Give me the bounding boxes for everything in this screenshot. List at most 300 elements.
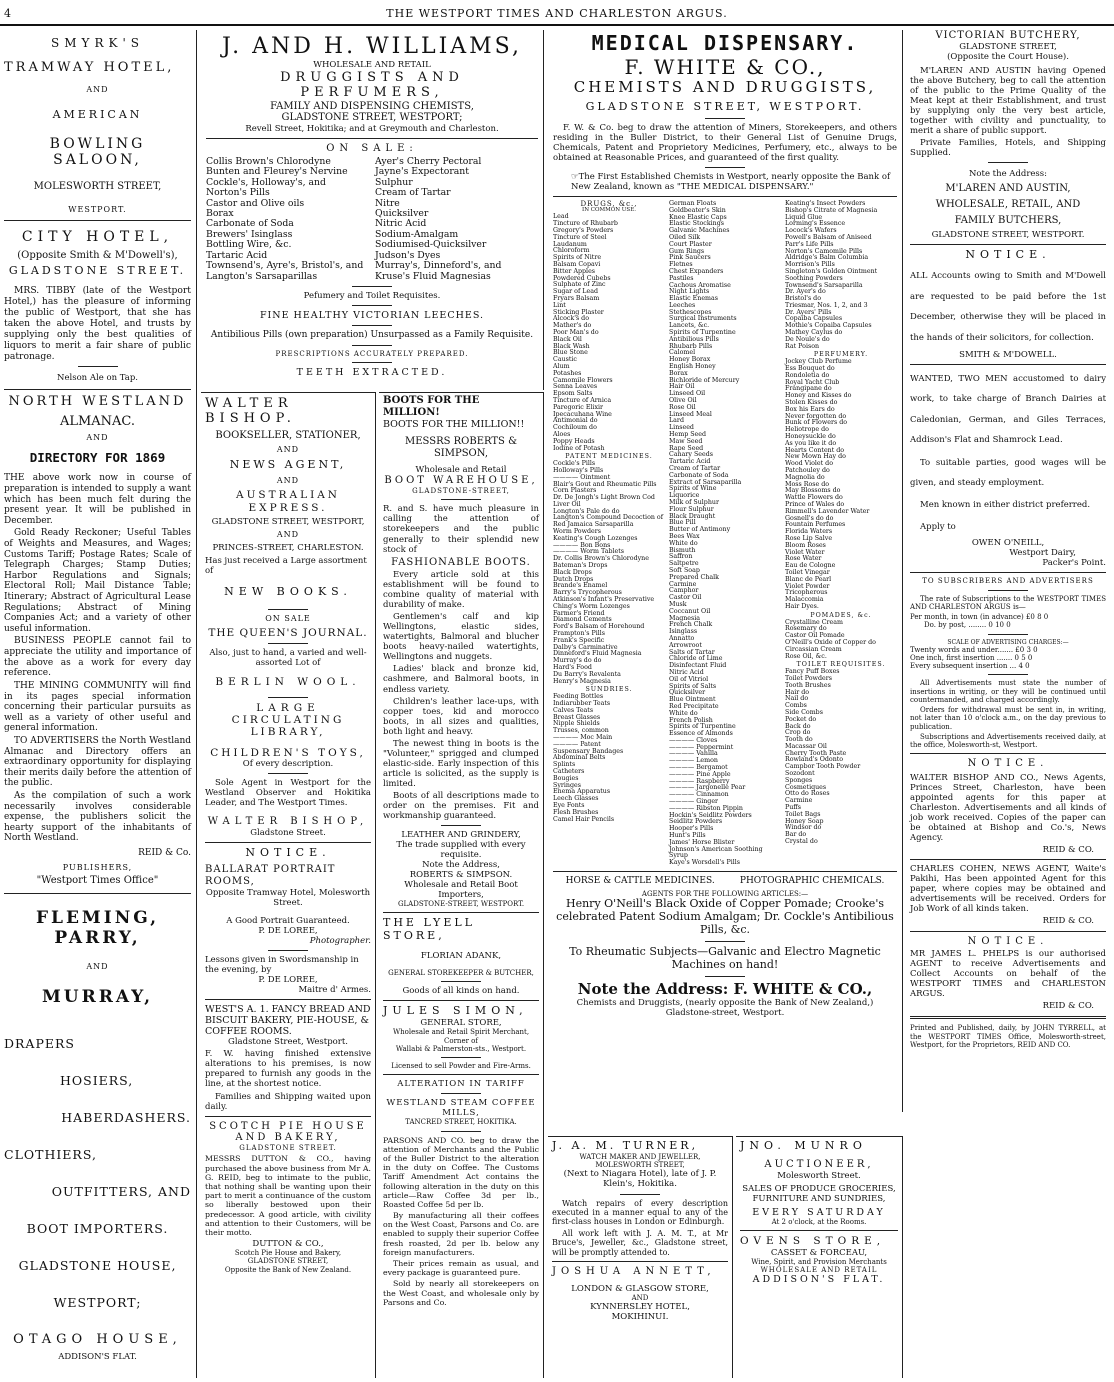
ad-line: Chemists and Druggists, (nearly opposite the Bank of New Zealand,) Gladstone-street, Westport. [576,998,874,1019]
drug-item: Milk of Sulphur [669,499,719,506]
ad-line: BOOT IMPORTERS. [26,1221,169,1237]
toilet-item: Pocket do [785,715,817,723]
sundry-item: Catheters [553,767,585,775]
drug-item: Caustic [553,356,577,364]
phelps-notice [910,936,1106,1012]
on-sale-item: Brewers' Isinglass [206,228,293,240]
williams-ad [201,30,544,390]
drug-item: Oil of Vitriol [669,675,709,683]
sundry-item: Syringes [553,781,581,789]
ad-line: GENERAL STOREKEEPER & BUTCHER, [388,969,534,978]
drug-item: Mothie's Copaiba Capsules [785,322,872,330]
on-sale-item: Sodium-Amalgam [375,228,459,240]
drug-item: Mather's do [553,322,592,330]
ad-line: FAMILY AND DISPENSING CHEMISTS, [270,100,474,112]
on-sale-item: Cockle's, Holloway's, and Norton's Pills [206,176,326,199]
ad-sign: REID & CO. [1042,845,1094,856]
ad-line: EVERY SATURDAY [752,1206,886,1218]
ad-line: BOWLING SALOON, [49,135,146,169]
ad-body: Ladies' black and bronze kid, cashmere, and Balmoral boots, in endless variety. [383,664,539,695]
drug-item: Spirits of Turpentine [669,723,736,731]
toilet-item: Nail do [785,695,809,703]
toilet-item: Toilet Powders [785,674,832,682]
drug-item: Lard [669,417,684,425]
ad-line: Wholesale and Retail Spirit Merchant, [392,1028,530,1037]
perfumery-item: Toilet Vinegar [785,568,830,576]
drug-item: James' Horse Blister [669,838,735,846]
ad-title: TO SUBSCRIBERS AND ADVERTISERS [922,577,1094,586]
drug-item: Borax [669,369,688,377]
cohen-notice [910,864,1106,926]
drug-item: Chloride of Lime [669,655,723,663]
ad-line: Revell Street, Hokitika; and at Greymouth and Charleston. [245,124,499,135]
ad-line: Wholesale and Retail Boot Importers, [404,879,518,900]
ad-line: ADDISON'S FLAT. [58,1352,137,1363]
ad-title: ALMANAC. [59,413,136,429]
ad-line: KYNNERSLEY HOTEL, [590,1302,690,1313]
wanted-ad [910,369,1106,568]
ad-body: MESSRS DUTTON & CO., having purchased the above business from Mr A. G. REID, beg to intimate to the public, that nothing shall be wanting upon their part to merit a continuance of the custom so liberally bestowed upon their predecessor. A good article, with civility and attention to their Customers, will be their motto. [205,1154,371,1237]
patent-medicine-item: Keating's Cough Lozenges [553,534,638,542]
drug-item: Court Plaster [669,240,712,248]
ad-line: Note the Address, [422,859,500,870]
patent-medicine-item: Dinneford's Fluid Magnesia [553,650,642,658]
drug-item: White do [669,709,698,717]
patent-medicine-item: Henry's Magnesia [553,677,611,685]
sundry-item: Bougies [553,774,579,782]
drug-item: Balsam Copavi [553,261,601,268]
on-sale-item: Nitre [375,197,400,209]
drug-item: Disinfectant Fluid [669,662,727,670]
ad-and: AND [86,433,109,443]
drug-item: Powell's Balsam of Aniseed [785,233,872,241]
ad-title: J. A. M. TURNER, [552,1139,699,1152]
ad-body: Their prices remain as usual, and every package is guaranteed pure. [383,1259,539,1278]
drug-item: Camomile Flowers [553,376,613,384]
ad-line: TEETH EXTRACTED. [296,366,448,378]
patent-medicine-item: Atkinson's Infant's Preservative [553,596,655,604]
ad-line: MOKIHINUI. [611,1312,669,1323]
drug-item: Lorming's Essence [785,220,846,228]
drug-item: Norton's Camomile Pills [785,247,863,255]
ad-body: ALL Accounts owing to Smith and M'Dowell are requested to be paid before the 1st December, otherwise they will be placed in the hands of their solicitors, for collection. [910,271,1106,343]
drug-item: Locock's Wafers [785,227,837,235]
ad-title: NOTICE. [967,758,1049,770]
perfumery-item: Magnolia do [785,473,825,481]
on-sale-item: Quicksilver [375,208,429,220]
list-head: POMADES, &c. [810,611,872,619]
toilet-item: Carmine [785,797,813,805]
drug-item: Oiled Silk [669,233,701,241]
ad-line: DRUGGISTS AND PERFUMERS, [280,69,464,101]
patent-medicine-item: Murray's do do [553,657,602,665]
toilet-item: Cherry Tooth Paste [785,749,847,757]
drug-item: Leeches [669,301,696,309]
drug-item: Hunt's Pills [669,832,706,840]
toilet-item: Toilet Bags [785,810,821,818]
column-2 [201,392,376,1378]
drug-item: Singleton's Golden Ointment [785,267,878,275]
drug-item: Soft Soap [669,566,700,574]
on-sale-item: Tartaric Acid [206,249,268,261]
drug-item: Tincture of Steel [553,233,607,241]
ad-line: LARGE [256,701,320,714]
city-hotel-ad [4,229,191,383]
drug-item: Poppy Heads [553,437,595,445]
perfumery-list [785,359,897,610]
on-sale-item: Borax [206,208,234,220]
ad-line: P. DE LOREE, [258,925,318,936]
drug-item: Sugar of Lead [553,288,598,296]
drug-item: ———— Cloves [669,736,718,744]
ad-title: NOTICE. [965,248,1051,262]
patent-medicine-item: Holloway's Pills [553,466,604,474]
drug-item: White do [669,539,698,547]
ad-title: NOTICE. [245,846,331,860]
sundry-item: Nipple Shields [553,720,600,728]
ad-line: AUSTRALIAN EXPRESS. [235,489,340,514]
jules-simon-ad [383,1005,539,1070]
sundry-item: ———— Moc Main [553,733,613,741]
ad-line: DRAPERS [4,1036,75,1052]
ad-title: J. AND H. WILLIAMS, [222,34,522,59]
on-sale-item: Nitric Acid [375,218,427,230]
on-sale-item: Murray's, Dinneford's, and Kruse's Fluid Magnesias [375,260,502,282]
toilet-item: Tooth do [785,736,813,744]
ad-title: SMYRK'S [51,36,144,50]
sundry-item: Leech Glasses [553,795,599,803]
patent-medicine-item: ———— Worm Tablets [553,548,625,556]
ad-body: Boots of all descriptions made to order on the premises. Fit and workmanship guaranteed. [383,790,539,821]
drug-item: Gregory's Powders [553,227,614,235]
perfumery-item: Rose Water [785,555,822,563]
patent-medicine-item: Cockle's Pills [553,460,596,468]
imprint: Printed and Published, daily, by JOHN TYRRELL, at the WESTPORT TIMES Office, Molesworth-street, Westport, for the Proprietors, REID AND CO. [910,1024,1106,1049]
perfumery-item: Wood Violet do [785,460,833,468]
sundries-list [553,694,665,823]
drug-item: ———— Ginger [669,798,719,806]
perfumery-item: Blanc de Pearl [785,575,832,583]
ad-line: TANCRED STREET, HOKITIKA. [405,1118,517,1127]
toilet-item: Combs [785,702,807,710]
drug-item: Saltpetre [669,560,699,568]
perfumery-item: Rimmell's Lavender Water [785,507,870,515]
toilet-item: Side Combs [785,708,823,716]
ad-line: LEATHER AND GRINDERY, [401,829,521,840]
drug-item: Rape Seed [669,444,704,452]
drug-item: Canary Seeds [669,451,713,459]
ad-body: MR JAMES L. PHELPS is our authorised AGENT to receive Advertisements and Collect Accounts on behalf of the WESTPORT TIMES and CHARLESTON ARGUS. [910,949,1106,1000]
ad-title: MURRAY, [41,987,154,1008]
drug-item: Mathey Caylus do [785,329,843,337]
perfumery-item: Eau de Cologne [785,562,836,570]
perfumery-item: May Blossoms do [785,487,841,495]
bakery-ad [205,1004,371,1112]
sundry-item: Suspensary Bandages [553,747,624,755]
scotch-pie-ad [205,1121,371,1274]
on-sale-item: Bunten and Fleurey's Nervine [206,166,348,178]
drug-item: Antimonial do [553,417,598,425]
ad-line: Per month, in town (in advance) £0 8 0 [910,613,1049,622]
ad-line: Wallabi & Palmerston-sts., Westport. [395,1044,527,1053]
drug-item: Elastic Enemas [669,295,719,303]
list-head: SUNDRIES. [585,686,633,694]
ad-line: GLADSTONE HOUSE, [18,1258,177,1274]
ad-body: All Advertisements must state the number of insertions in writing, or they will be continued until countermanded, and charged accordingly. [910,679,1106,704]
drug-item: ———— Pine Apple [669,770,731,778]
ad-line: GLADSTONE-STREET, [412,487,510,496]
ad-body: Gold Ready Reckoner; Useful Tables of Weights and Measures, and Wages; Customs Tariff; Postage Rates; Scale of Telegraph Charges; Stamp Duties; Harbor Regulations and Signals; Electoral Roll; Mail Distance Table; Itinerary; Abstract of Agricultural Lease Regulations; Abstract of Mining Companies Act; and a variety of other useful information. [4,528,191,634]
list-head: TOILET REQUISITES. [796,661,886,669]
ad-sign: SMITH & M'DOWELL. [959,349,1057,360]
sundry-item: Feeding Bottles [553,693,604,701]
drug-item: Blue Pill [669,519,696,527]
on-sale-item: Carbonate of Soda [206,218,294,230]
ad-body: WANTED, TWO MEN accustomed to dairy work, to take charge of Branch Dairies at Caledonian, German, and Giles Terraces, Addison's Flat and Shamrock Lead. [910,373,1106,446]
ad-line: Note the Address: [968,168,1048,179]
ad-and: AND [276,445,300,455]
patent-medicine-item: Barry's Trycopherous [553,589,622,597]
drug-item: Aloes [553,430,571,438]
drug-item: Ipecacuhana Wine [553,410,612,418]
perfumery-item: Bunk of Flowers do [785,419,848,427]
drug-item: Blue Stone [553,349,588,357]
drug-item: ———— Raspberry [669,777,730,785]
drug-item: Rat Poison [785,342,820,350]
ad-line: GLADSTONE STREET, WESTPORT, [211,517,365,528]
drug-item: Tartaric Acid [669,458,711,466]
drug-item: Poor Man's do [553,328,599,336]
drug-item: Lead [553,213,569,221]
perfumery-item: As you like it do [785,439,837,447]
ad-body: Orders for withdrawal must be sent in, in writing, not later than 10 o'clock a.m., on the day previous to publication. [910,706,1106,731]
drug-item: Butter of Antimony [669,526,731,534]
ad-line: Antibilious Pills (own preparation) Unsurpassed as a Family Requisite. [210,330,534,341]
drug-item: Quicksilver [669,689,706,697]
on-sale-label: ON SALE: [326,143,418,155]
perfumery-item: Frangipane do [785,385,832,393]
ad-body: WALTER BISHOP AND CO., News Agents, Princes Street, Charleston, have been appointed agents for this paper at Charleston. Advertisements and all kinds of job work received. Copies of the paper can be obtained at Bishop and Co.'s, News Agency. [910,773,1106,844]
drug-item: Spirits of Salts [669,682,717,690]
ad-line: BALLARAT PORTRAIT ROOMS, [205,864,336,887]
ad-body: ☞The First Established Chemists in Westport, nearly opposite the Bank of New Zealand, known as "THE MEDICAL DISPENSARY." [571,171,891,192]
ad-body: Sole Agent in Westport for the Westland Observer and Hokitika Leader, and The Westport Times. [205,778,371,809]
ad-footer: Nelson Ale on Tap. [57,373,138,384]
drug-item: De Noule's do [785,335,830,343]
turner-ad [552,1140,728,1257]
on-sale-item: Collis Brown's Chlorodyne [206,156,331,168]
drug-item: Calomel [669,349,696,357]
ad-line: Do. by post, ........ 0 10 0 [924,621,1011,630]
drug-item: Kaye's Worsdell's Pills [669,859,741,867]
drug-item: Stethescopes [669,308,712,316]
ad-line: Klein's, Hokitika. [603,1179,677,1190]
drug-item: Bismuth [669,546,696,554]
patent-medicine-item: Black Drops [553,568,592,576]
ad-line: WESTLAND STEAM COFFEE MILLS, [386,1098,536,1119]
on-sale-item: Townsend's, Ayre's, Bristol's, and Langton's Sarsaparillas [206,260,364,282]
ad-body: Subscriptions and Advertisements received daily, at the office, Molesworth-st, Westport. [910,732,1106,750]
drug-item: Coccanut Oil [669,607,711,615]
ad-title: BOOTS FOR THE MILLION!! [383,418,525,430]
ad-line: LONDON & GLASGOW STORE, [571,1283,709,1294]
drug-item: Honey Borax [669,356,711,364]
drug-item: Essence of Almonds [669,730,733,738]
ad-title: WALTER BISHOP. [205,396,296,427]
perfumery-item: Jockey Club Perfume [785,358,852,366]
ad-line: BOOT WAREHOUSE, [384,475,538,487]
drug-item: Tincture of Rhubarb [553,220,618,228]
ad-line: Every subsequent insertion ... 4 0 [910,662,1030,671]
drug-item: Galvanic Machines [669,227,730,235]
drug-item: Potashes [553,369,582,377]
perfumery-item: New Mown Hay do [785,453,846,461]
sundry-item: Breast Glasses [553,713,601,721]
perfumery-item: Violet Water [785,548,825,556]
ad-line: Twenty words and under....... £0 3 0 [910,645,1038,654]
drug-item: Olive Oil [669,397,697,405]
perfumery-item: Stolen Kisses do [785,399,838,407]
lyell-store-ad [383,917,539,996]
ad-line: OUTFITTERS, AND [51,1184,191,1200]
patent-medicine-item: Frampton's Pills [553,630,605,638]
patent-medicine-item: Du Barry's Revalenta [553,670,621,678]
drug-item: Iodine of Potash [553,444,605,452]
subscribers-notice [910,577,1106,749]
ad-line: FINE HEALTHY VICTORIAN LEECHES. [259,309,485,321]
drug-item: French Chalk [669,621,713,629]
patent-medicine-item: ———— Ointment [553,473,611,481]
victorian-butchery-ad [910,30,1106,240]
ad-and: AND [276,475,300,485]
drug-item: Fryars Balsam [553,294,600,302]
ad-title: WEST'S A. 1. FANCY BREAD AND BISCUIT BAKERY, PIE-HOUSE, & COFFEE ROOMS. [205,1003,371,1038]
on-sale-list-right [375,157,538,282]
drug-item: Spirits of Nitre [553,254,602,262]
ad-line: Note the Address: F. WHITE & CO., [577,979,873,998]
patent-medicine-item: Langton's Compound Decoction of Red Jamaica Sarsaparilla [553,514,664,529]
drug-item: Copaiba Capsules [785,315,843,323]
ad-line: OTAGO HOUSE, [13,1332,182,1348]
ad-body: PARSONS AND CO. beg to draw the attention of Merchants and the Public of the Buller District to the alteration in the duty on Coffee. The Customs Tariff Amendment Act contains the following alteration in the duty on this article—Raw Coffee 3d per lb., Roasted Coffee 5d per lb. [383,1135,539,1209]
ad-and: AND [86,961,109,971]
drug-item: Sticking Plaster [553,308,604,316]
ad-line: HABERDASHERS. [61,1110,191,1126]
ad-line: CASSET & FORCEAU, [770,1247,868,1258]
on-sale-item: Judson's Dyes [375,249,441,261]
drug-item: Liquorice [669,492,700,500]
sundry-item: Camel Hair Pencils [553,815,615,823]
drug-item: Flour Sulphur [669,505,714,513]
perfumery-item: Fountain Perfumes [785,521,846,529]
perfumery-item: Patchouley do [785,467,830,475]
sundry-item: Abdominal Belts [553,754,606,762]
ad-line: NEW BOOKS. [224,584,352,598]
ad-body: R. and S. have much pleasure in calling the attention of storekeepers and the public generally to their splendid new stock of [383,504,539,555]
drug-item: Keating's Insect Powders [785,199,866,207]
drug-item: ———— Jargonelle Pear [669,784,746,792]
drug-item: Night Lights [669,288,710,296]
drug-item: Tincture of Arnica [553,396,612,404]
ad-line: Lessons given in Swordsmanship in the evening, by [205,954,359,975]
perfumery-item: Never forgotten do [785,412,847,420]
ad-line: BOOKSELLER, STATIONER, [215,429,361,441]
ad-line: Licensed to sell Powder and Fire-Arms. [391,1062,531,1071]
ad-body: To Rheumatic Subjects—Galvanic and Electro Magnetic Machines on hand! [569,944,881,971]
ad-line: GLADSTONE STREET, [247,1257,329,1266]
drug-item: Laudanum [553,240,587,248]
patent-medicine-item: Bateman's Drops [553,562,608,570]
ad-body: F. W. & Co. beg to draw the attention of Miners, Storekeepers, and others residing in the Buller District, to their General List of Genuine Drugs, Chemicals, Patent and Proprietory Medicines, Perfumery, etc., always to be obtained at Reasonable Prices, and guaranteed of the first quality. [553,122,897,163]
ad-line: WESTPORT. [68,204,127,214]
drug-item: Arrowroot [669,641,702,649]
ad-body: F. W. having finished extensive alterations to his premises, is now prepared to furnish any goods in the line, at the shortest notice. [205,1049,371,1090]
sundry-item: Indiarubber Teats [553,700,611,707]
sundry-item: Splints [553,761,576,769]
ad-body: All work left with J. A. M. T., at Mr Bruce's, Jeweller, &c., Gladstone street, will be promptly attended to. [552,1228,728,1257]
toilet-item: Puffs [785,804,801,812]
on-sale-item: Ayer's Cherry Pectoral [375,156,482,168]
medical-dispensary-ad [548,30,903,1112]
ad-line: At 2 o'clock, at the Rooms. [771,1218,867,1227]
drug-item: Sulphate of Zinc [553,281,606,289]
drug-item: Surgical Instruments [669,315,737,323]
ad-line: CLOTHIERS, [4,1147,97,1163]
drug-item: ———— Vanilla [669,750,718,758]
ad-and: AND [276,530,300,540]
ad-title: MEDICAL DISPENSARY. [591,31,859,55]
toilet-item: Tooth Brushes [785,681,831,689]
perfumery-item: Gosnell's do do [785,514,834,522]
page-number: 4 [4,7,11,20]
drug-item: Red Precipitate [669,702,719,710]
ad-and: AND [86,85,109,95]
ad-line: GLADSTONE STREET. [8,264,187,278]
ad-line: The trade supplied with every requisite. [396,839,526,860]
perfumery-item: Hair Dyes. [785,602,819,610]
ad-line: GLADSTONE STREET, WESTPORT. [585,99,865,113]
drug-item: Antibilious Pills [669,335,719,343]
ad-body: Families and Shipping waited upon daily. [205,1091,371,1112]
ad-line: "Westport Times Office" [36,875,159,887]
drug-item: Johnson's American Soothing Syrup [669,845,763,860]
annett-ad [552,1266,728,1322]
drug-item: Prepared Chalk [669,573,719,581]
ad-body: Apply to [920,521,956,532]
perfumery-item: Royal Yacht Club [785,378,840,386]
almanac-ad [4,394,191,886]
drug-item: ———— Cinnamon [669,791,729,799]
ad-line: Has just received a Large assortment of [205,555,367,576]
list-head: PERFUMERY. [813,351,869,359]
drug-item: Castor Oil [669,594,702,602]
ad-and: AND [631,1293,649,1302]
ad-body: Private Families, Hotels, and Shipping Supplied. [910,137,1106,158]
ad-body: THE MINING COMMUNITY will find in its pages special information concerning their particular pursuits as well as a variety of other useful and general information. [4,680,191,734]
drug-item: Senna Leaves [553,383,598,391]
drug-item: Lint [553,301,566,309]
pomade-item: Rosemary do [785,625,827,633]
ad-body: TO ADVERTISERS the North Westland Almanac and Directory offers an extraordinary opportunity for displaying their merits daily before the attention of the public. [4,735,191,789]
drug-item: Carbonate of Soda [669,471,729,479]
ad-title: SCOTCH PIE HOUSE AND BAKERY, [209,1120,367,1144]
ad-line: MESSRS ROBERTS & SIMPSON, [405,435,517,459]
perfumery-item: Heliotrope do [785,426,829,434]
drug-item: Cachous Aromatise [669,281,731,289]
perfumery-item: Hearts Content do [785,446,845,454]
on-sale-list-left [206,157,369,282]
drugs-list-2 [669,201,781,867]
